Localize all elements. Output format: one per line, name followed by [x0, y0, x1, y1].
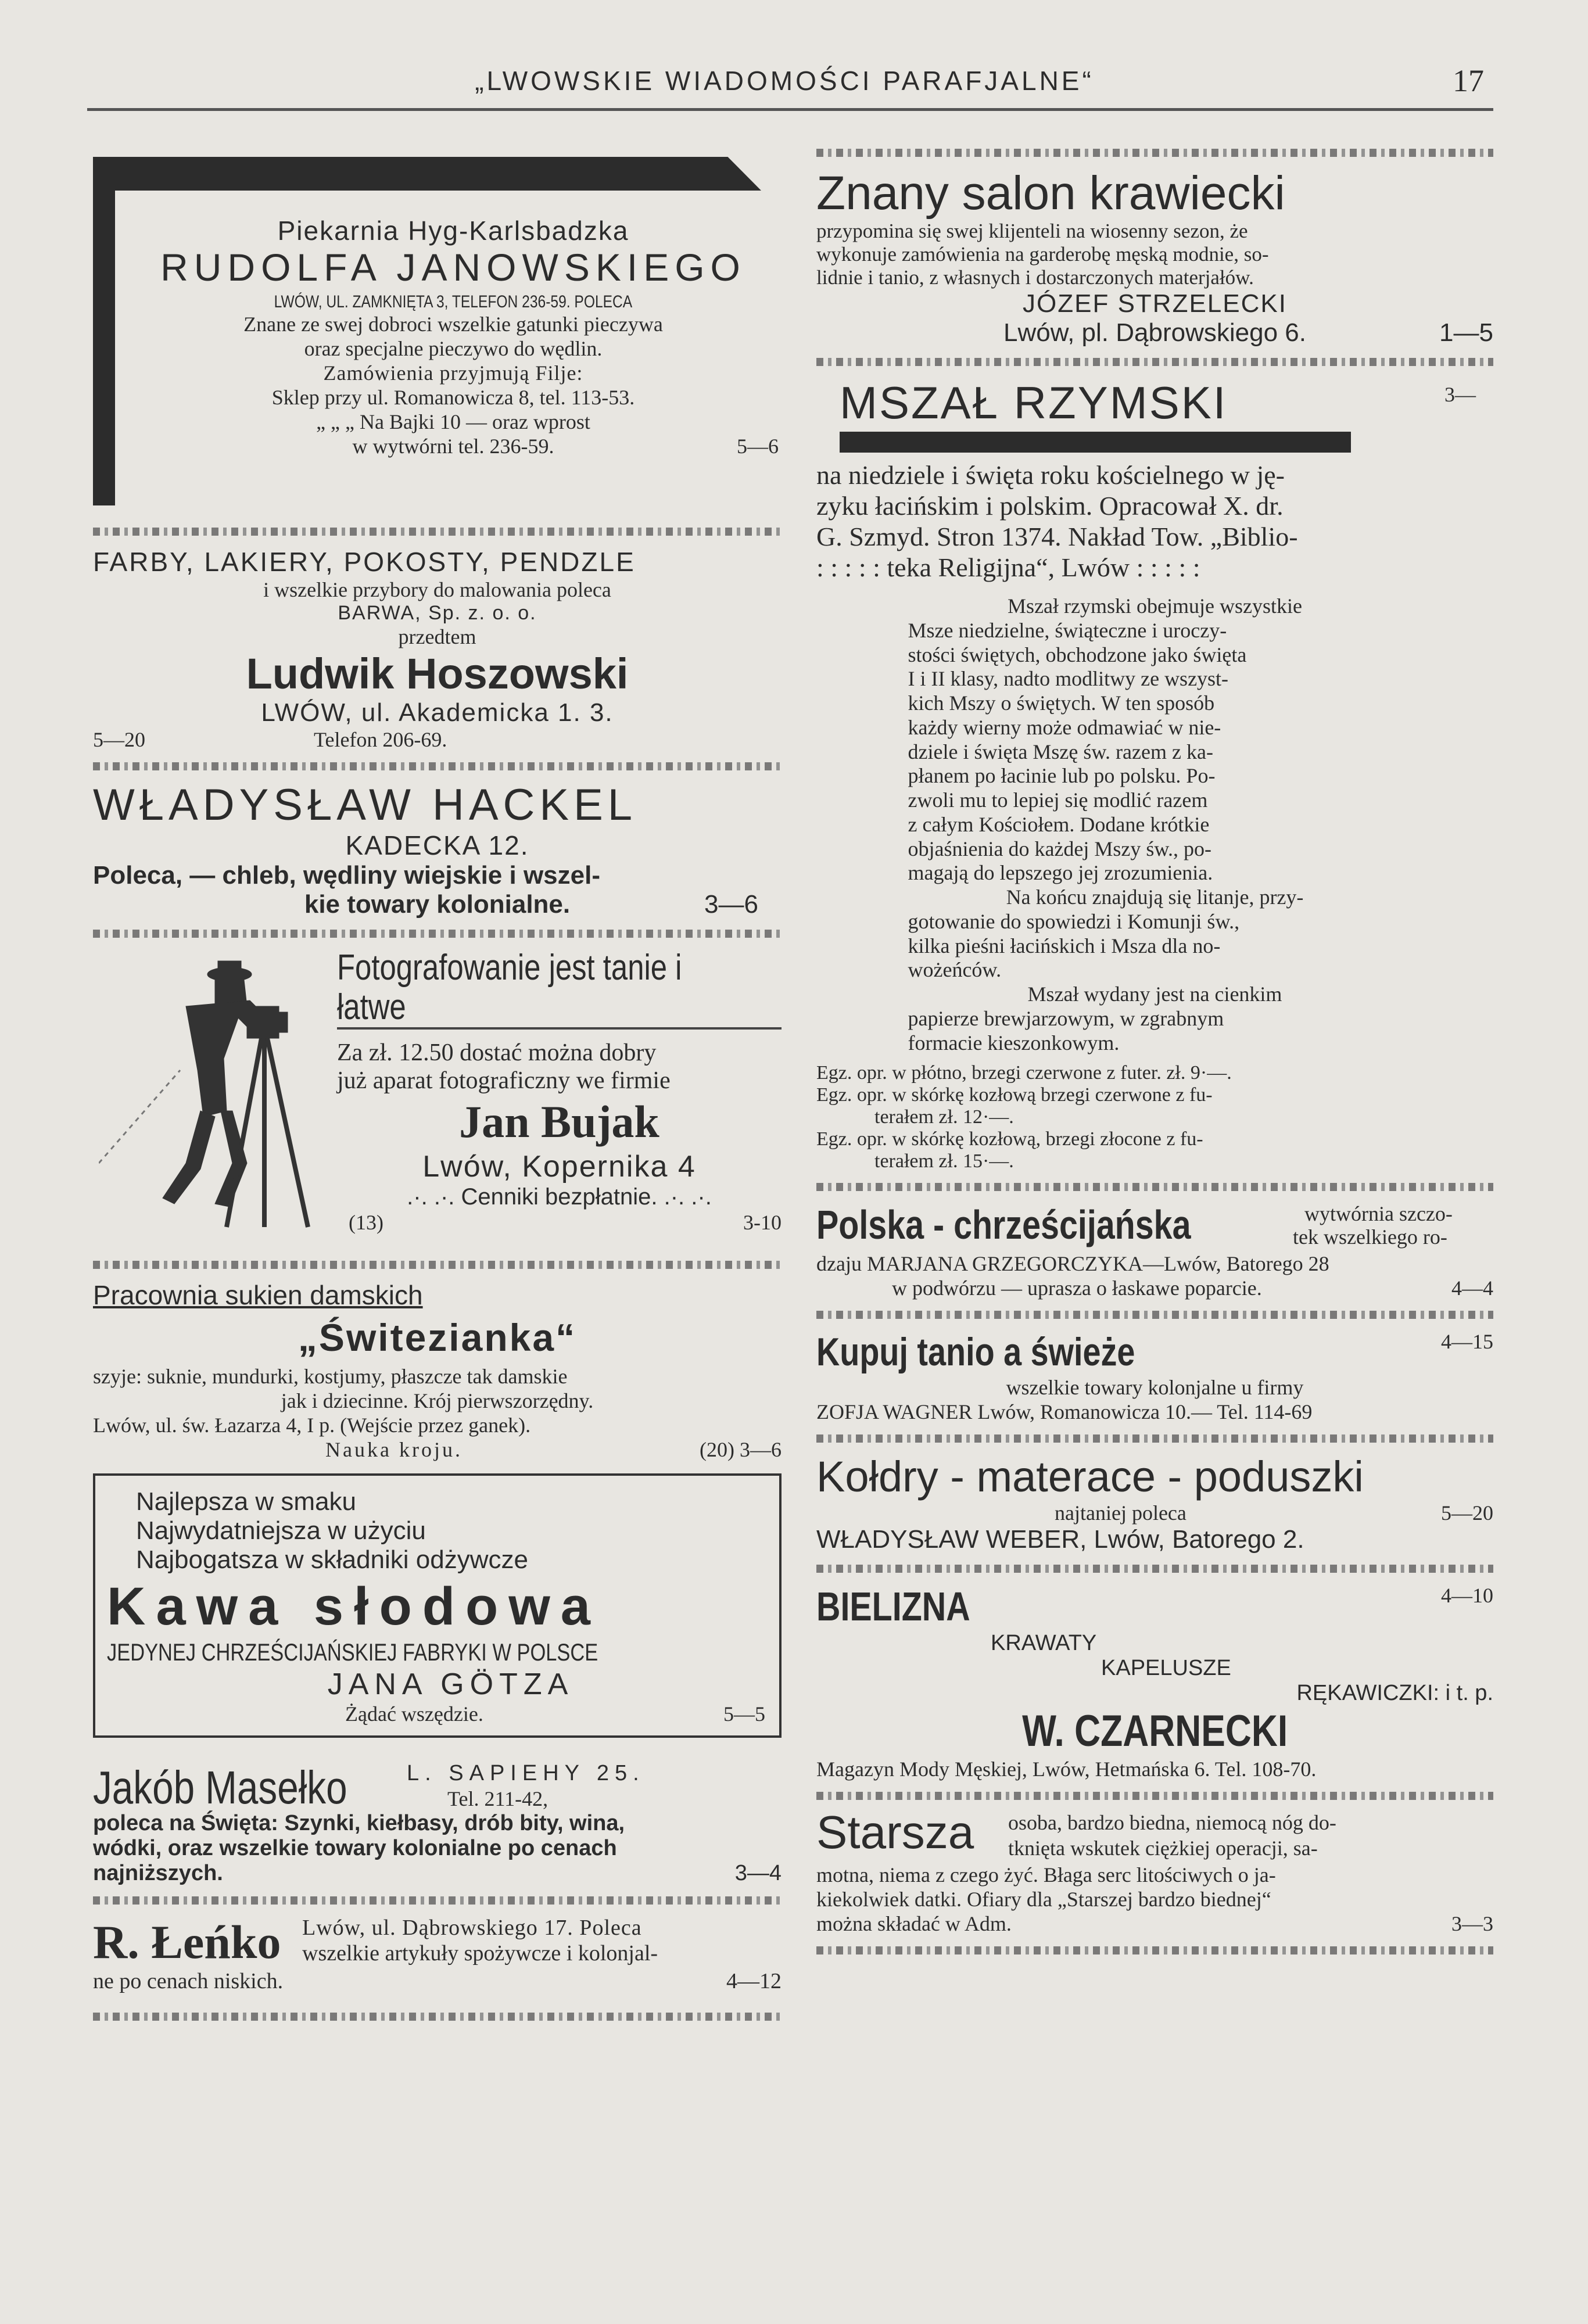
- mszal-desc-line: papierze brewjarzowym, w zgrabnym: [908, 1006, 1224, 1030]
- mszal-intro: zyku łacińskim i polskim. Opracował X. dr.: [816, 491, 1284, 521]
- kupuj-firm: ZOFJA WAGNER Lwów, Romanowicza 10.— Tel. 114-69: [816, 1400, 1313, 1424]
- kawa-text: Żądać wszędzie.: [345, 1702, 483, 1726]
- ad-switezianka: [93, 1279, 782, 1462]
- maselko-name: Jakób Masełko: [93, 1762, 347, 1814]
- polska-headline: Polska - chrześcijańska: [816, 1202, 1191, 1248]
- ad-code: 5—20: [93, 728, 145, 752]
- mszal-prices: [816, 1062, 1493, 1172]
- polska-text: dzaju MARJANA GRZEGORCZYKA—Lwów, Batorego 28: [816, 1252, 1329, 1276]
- left-column: [93, 145, 782, 2031]
- starsza-text: tknięta wskutek ciężkiej operacji, sa-: [1008, 1837, 1318, 1860]
- mszal-intro: : : : : : teka Religijna“, Lwów : : : : :: [816, 553, 1200, 583]
- mszal-desc-line: gotowanie do spowiedzi i Komunji św.,: [908, 909, 1240, 933]
- ornament-divider: [816, 1183, 1493, 1191]
- ad-hackel: [93, 781, 782, 919]
- ornament-divider: [816, 1311, 1493, 1319]
- mszal-title: MSZAŁ RZYMSKI: [840, 377, 1228, 429]
- ad-koldry: [816, 1453, 1493, 1554]
- ornament-divider: [816, 1792, 1493, 1800]
- starsza-text: można składać w Adm.: [816, 1912, 1012, 1936]
- mszal-desc-line: kich Mszy o świętych. W ten sposób: [908, 691, 1215, 715]
- bielizna-address: Magazyn Mody Męskiej, Lwów, Hetmańska 6. Tel. 108-70.: [816, 1758, 1317, 1781]
- ad-code: 3—6: [704, 890, 758, 919]
- ad-mszal: [816, 376, 1493, 1172]
- mszal-price-line: terałem zł. 12·—.: [874, 1106, 1014, 1128]
- farby-address: LWÓW, ul. Akademicka 1. 3.: [261, 698, 614, 727]
- mszal-desc-line: magają do lepszego jej zrozumienia.: [908, 861, 1213, 885]
- ad-code: (13): [349, 1210, 383, 1234]
- bakery-owner: RUDOLFA JANOWSKIEGO: [160, 246, 746, 289]
- sukien-text: szyje: suknie, mundurki, kostjumy, płaszcze tak damskie: [93, 1365, 568, 1389]
- running-header: „LWOWSKIE WIADOMOŚCI PARAFJALNE“: [475, 66, 1094, 96]
- ad-starsza: [816, 1806, 1493, 1936]
- bakery-text: Sklep przy ul. Romanowicza 8, tel. 113-53.: [271, 385, 635, 409]
- sukien-text: Nauka kroju.: [325, 1438, 463, 1462]
- ad-code: 4—12: [726, 1969, 782, 1994]
- ad-photography: [93, 948, 782, 1250]
- bakery-text: oraz specjalne pieczywo do wędlin.: [304, 336, 603, 360]
- mszal-desc-line: kilka pieśni łacińskich i Msza dla no-: [908, 934, 1221, 957]
- lenko-text: ne po cenach niskich.: [93, 1969, 284, 1994]
- starsza-text: osoba, bardzo biedna, niemocą nóg do-: [1008, 1811, 1336, 1835]
- maselko-phone: Tel. 211-42,: [447, 1787, 549, 1811]
- kawa-product: Kawa słodowa: [107, 1577, 601, 1637]
- bielizna-headline: BIELIZNA: [816, 1583, 970, 1629]
- mszal-price-line: terałem zł. 15·—.: [874, 1150, 1014, 1172]
- maselko-address: L. SAPIEHY 25.: [407, 1761, 645, 1786]
- ad-code: 1—5: [1439, 318, 1493, 347]
- hackel-name: WŁADYSŁAW HACKEL: [93, 780, 637, 830]
- bielizna-firm: W. CZARNECKI: [1022, 1706, 1288, 1756]
- starsza-headline: Starsza: [816, 1806, 974, 1859]
- ad-code: 5—20: [1441, 1501, 1493, 1525]
- mszal-price-line: Egz. opr. w skórkę kozłową brzegi czerwone z fu-: [816, 1084, 1213, 1106]
- mszal-desc-line: Mszał wydany jest na cienkim: [1027, 982, 1282, 1006]
- bakery-name: Piekarnia Hyg-Karlsbadzka: [277, 216, 629, 246]
- ad-kupuj: [816, 1329, 1493, 1424]
- farby-text: przedtem: [398, 625, 476, 648]
- mszal-desc-line: Mszał rzymski obejmuje wszystkie: [1008, 594, 1302, 618]
- farby-text: i wszelkie przybory do malowania poleca: [263, 578, 611, 601]
- ad-kawa: [93, 1473, 782, 1738]
- sukien-text: jak i dziecinne. Krój pierwszorzędny.: [281, 1389, 594, 1413]
- sukien-address: Lwów, ul. św. Łazarza 4, I p. (Wejście przez ganek).: [93, 1414, 531, 1437]
- sukien-name: „Świtezianka“: [297, 1315, 577, 1359]
- ad-code: 3—4: [734, 1861, 782, 1886]
- bielizna-item: KRAWATY: [991, 1630, 1097, 1655]
- bakery-address: LWÓW, UL. ZAMKNIĘTA 3, TELEFON 236-59. POLECA: [274, 292, 633, 311]
- ad-code: 4—15: [1441, 1330, 1493, 1354]
- page-number: 17: [1453, 63, 1484, 98]
- ornament-divider: [93, 2013, 782, 2021]
- mszal-description: [908, 594, 1402, 1055]
- mszal-desc-line: I i II klasy, nadto modlitwy ze wszyst-: [908, 667, 1229, 691]
- kupuj-text: wszelkie towary kolonjalne u firmy: [1006, 1376, 1304, 1400]
- ad-code: 3—: [1444, 383, 1476, 407]
- ad-code: 3—3: [1451, 1912, 1493, 1936]
- salon-address: Lwów, pl. Dąbrowskiego 6.: [1003, 318, 1306, 347]
- mszal-desc-line: formacie kieszonkowym.: [908, 1031, 1120, 1055]
- kawa-text: Najbogatsza w składniki odżywcze: [136, 1545, 528, 1575]
- ad-bakery: [93, 145, 782, 517]
- polska-text: tek wszelkiego ro-: [1293, 1225, 1447, 1249]
- lenko-text: Lwów, ul. Dąbrowskiego 17. Poleca: [302, 1916, 642, 1941]
- ornament-divider: [816, 1565, 1493, 1573]
- hackel-text: Poleca, — chleb, wędliny wiejskie i wszel-: [93, 860, 600, 890]
- bielizna-item: RĘKAWICZKI: i t. p.: [1296, 1680, 1493, 1705]
- sukien-heading: Pracownia sukien damskich: [93, 1279, 423, 1310]
- ad-code: 4—4: [1451, 1276, 1493, 1300]
- ornament-divider: [93, 1261, 782, 1269]
- right-column: [816, 145, 1493, 1965]
- ad-code: 3-10: [743, 1210, 782, 1234]
- photo-firm: Jan Bujak: [459, 1096, 659, 1147]
- lenko-name: R. Łeńko: [93, 1916, 281, 1969]
- koldry-headline: Kołdry - materace - poduszki: [816, 1452, 1364, 1501]
- ornament-divider: [93, 1896, 782, 1905]
- lenko-text: wszelkie artykuły spożywcze i kolonjal-: [302, 1941, 658, 1966]
- bakery-text: w wytwórni tel. 236-59.: [352, 434, 554, 458]
- ad-code: 4—10: [1441, 1583, 1493, 1607]
- mszal-desc-line: objaśnienia do każdej Mszy św., po-: [908, 837, 1212, 860]
- maselko-text: poleca na Święta: Szynki, kiełbasy, drób bity, wina,: [93, 1811, 625, 1836]
- polska-text: wytwórnia szczo-: [1304, 1202, 1453, 1226]
- kupuj-headline: Kupuj tanio a świeże: [816, 1330, 1135, 1375]
- mszal-desc-line: Na końcu znajdują się litanje, przy-: [1006, 885, 1304, 909]
- maselko-text: wódki, oraz wszelkie towary kolonialne po cenach: [93, 1836, 617, 1861]
- mszal-intro: na niedziele i święta roku kościelnego w ję-: [816, 460, 1285, 490]
- ornament-divider: [816, 1434, 1493, 1443]
- mszal-price-line: Egz. opr. w skórkę kozłową, brzegi złocone z fu-: [816, 1128, 1203, 1150]
- farby-phone: Telefon 206-69.: [314, 728, 447, 752]
- ad-lenko: [93, 1915, 782, 2002]
- starsza-text: motna, niema z czego żyć. Błaga serc litościwych o ja-: [816, 1863, 1276, 1887]
- ornament-divider: [816, 358, 1493, 366]
- hackel-address: KADECKA 12.: [345, 830, 529, 860]
- farby-company: BARWA, Sp. z. o. o.: [338, 602, 537, 624]
- ad-maselko: [93, 1761, 782, 1886]
- ornament-divider: [816, 149, 1493, 157]
- kawa-owner: JANA GÖTZA: [327, 1667, 574, 1702]
- salon-text: przypomina się swej klijenteli na wiosenny sezon, że: [816, 220, 1248, 243]
- ornament-divider: [93, 528, 782, 536]
- mszal-desc-line: wożeńców.: [908, 958, 1002, 982]
- photo-address: Lwów, Kopernika 4: [422, 1149, 696, 1183]
- ornament-divider: [816, 1946, 1493, 1954]
- photo-catalogs: .·. .·. Cenniki bezpłatnie. .·. .·.: [407, 1183, 712, 1210]
- mszal-intro: G. Szmyd. Stron 1374. Nakład Tow. „Biblio-: [816, 522, 1298, 552]
- ad-farby: [93, 546, 782, 752]
- photo-text: Za zł. 12.50 dostać można dobry: [337, 1039, 657, 1067]
- kawa-factory: JEDYNEJ CHRZEŚCIJAŃSKIEJ FABRYKI W POLSCE: [107, 1638, 598, 1666]
- mszal-desc-line: płanem po łacinie lub po polsku. Po-: [908, 764, 1216, 788]
- kawa-text: Najlepsza w smaku: [136, 1487, 357, 1516]
- salon-text: wykonuje zamówienia na garderobę męską modnie, so-: [816, 243, 1269, 266]
- kawa-text: Najwydatniejsza w użyciu: [136, 1516, 426, 1545]
- decorative-frame-bar: [93, 157, 115, 505]
- mszal-price-line: Egz. opr. w płótno, brzegi czerwone z futer. zł. 9·—.: [816, 1062, 1232, 1084]
- mszal-desc-line: Msze niedzielne, świąteczne i uroczy-: [908, 618, 1227, 642]
- salon-owner: JÓZEF STRZELECKI: [1023, 289, 1287, 318]
- hackel-text: kie towary kolonialne.: [304, 890, 571, 919]
- decorative-frame-bar: [93, 157, 761, 191]
- photo-headline: Fotografowanie jest tanie i łatwe: [337, 947, 682, 1027]
- mszal-desc-line: z całym Kościołem. Dodane krótkie: [908, 812, 1210, 836]
- mszal-desc-line: stości świętych, obchodzone jako święta: [908, 643, 1247, 666]
- bakery-text: Znane ze swej dobroci wszelkie gatunki pieczywa: [243, 312, 663, 336]
- starsza-text: kiekolwiek datki. Ofiary dla „Starszej bardzo biednej“: [816, 1888, 1271, 1911]
- ad-code: (20) 3—6: [700, 1438, 782, 1462]
- mszal-desc-line: dziele i święta Mszę św. razem z ka-: [908, 740, 1213, 763]
- koldry-text: najtaniej poleca: [1055, 1501, 1186, 1525]
- ornament-divider: [93, 930, 782, 938]
- bielizna-item: KAPELUSZE: [1101, 1655, 1231, 1680]
- header-rule: [87, 108, 1493, 111]
- ad-polska: [816, 1202, 1493, 1300]
- ad-code: 5—5: [723, 1702, 765, 1726]
- ornament-divider: [93, 762, 782, 770]
- polska-text: w podwórzu — uprasza o łaskawe poparcie.: [892, 1276, 1262, 1300]
- bakery-text: „ „ „ Na Bajki 10 — oraz wprost: [316, 410, 590, 433]
- farby-owner: Ludwik Hoszowski: [246, 650, 629, 698]
- ad-bielizna: [816, 1583, 1493, 1781]
- farby-headline: FARBY, LAKIERY, POKOSTY, PENDZLE: [93, 547, 636, 577]
- salon-headline: Znany salon krawiecki: [816, 167, 1285, 220]
- salon-text: lidnie i tanio, z własnych i dostarczonych materjałów.: [816, 266, 1254, 289]
- ad-code: 5—6: [737, 434, 779, 458]
- koldry-firm: WŁADYSŁAW WEBER, Lwów, Batorego 2.: [816, 1525, 1304, 1554]
- mszal-desc-line: każdy wierny może odmawiać w nie-: [908, 715, 1221, 739]
- ad-salon: [816, 167, 1493, 347]
- photo-text: już aparat fotograficzny we firmie: [337, 1067, 671, 1095]
- maselko-text: najniższych.: [93, 1861, 223, 1886]
- decorative-bar: [840, 432, 1351, 453]
- bakery-text: Zamówienia przyjmują Filje:: [323, 361, 583, 385]
- mszal-desc-line: zwoli mu to lepiej się modlić razem: [908, 788, 1208, 812]
- photographer-illustration: [99, 954, 331, 1233]
